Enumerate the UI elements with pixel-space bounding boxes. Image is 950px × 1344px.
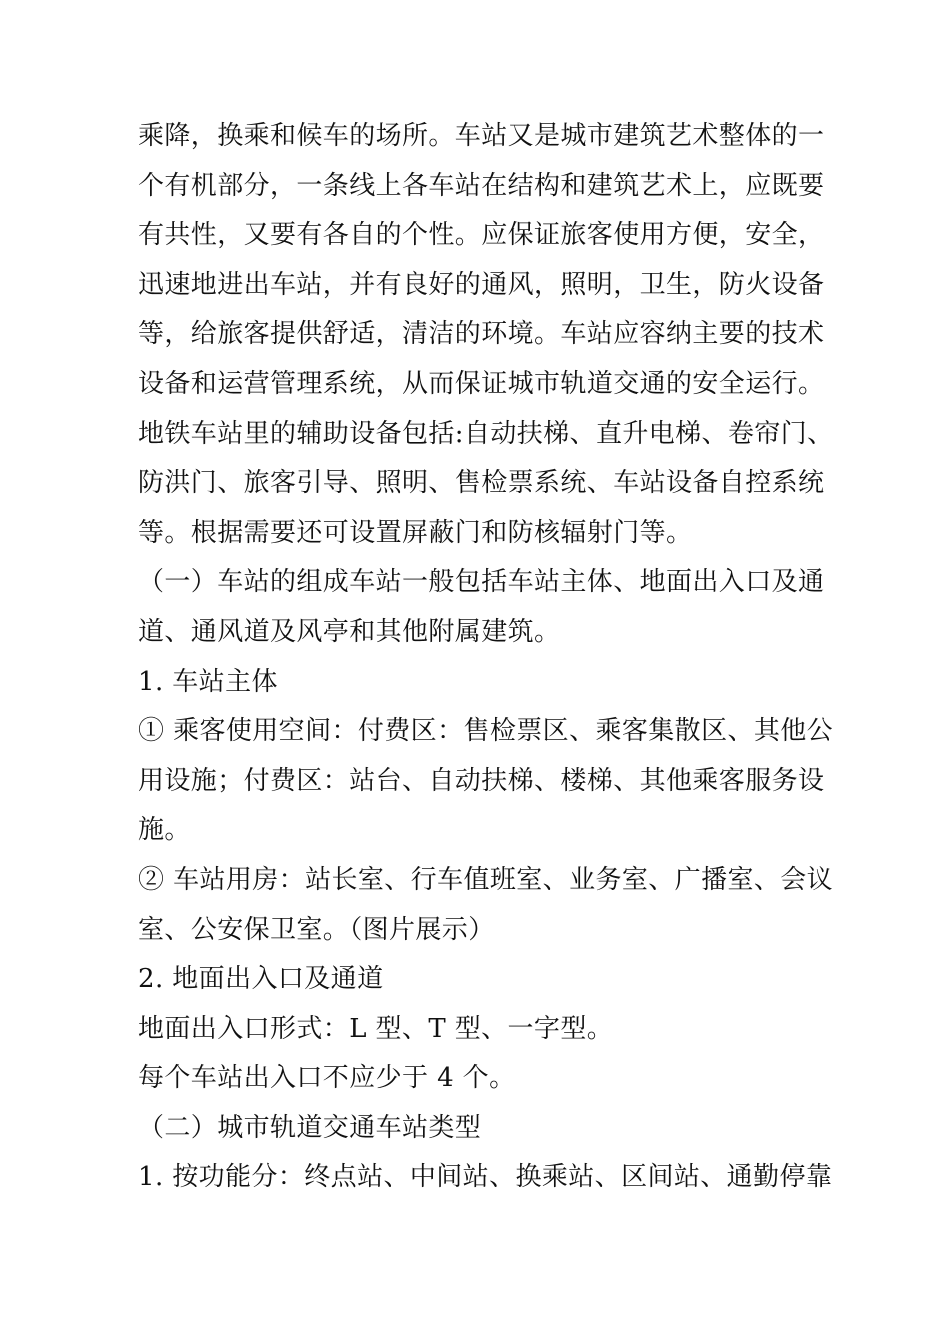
text-line: 每个车站出入口不应少于 4 个。 xyxy=(138,1063,516,1094)
text-line: 有共性，又要有各自的个性。应保证旅客使用方便，安全， xyxy=(138,220,825,251)
numbered-heading: 1. 车站主体 xyxy=(138,666,278,697)
body-text xyxy=(138,112,834,1203)
text-line: 施。 xyxy=(138,815,191,846)
text-line: 防洪门、旅客引导、照明、售检票系统、车站设备自控系统 xyxy=(138,468,825,499)
numbered-heading: 2. 地面出入口及通道 xyxy=(138,964,384,995)
text-line: 用设施；付费区：站台、自动扶梯、楼梯、其他乘客服务设 xyxy=(138,765,825,796)
text-line: 设备和运营管理系统，从而保证城市轨道交通的安全运行。 xyxy=(138,368,825,399)
text-line: 个有机部分，一条线上各车站在结构和建筑艺术上，应既要 xyxy=(138,170,825,201)
text-line: 迅速地进出车站，并有良好的通风，照明，卫生，防火设备 xyxy=(138,269,825,300)
text-line: 等，给旅客提供舒适，清洁的环境。车站应容纳主要的技术 xyxy=(138,319,825,350)
section-heading: （一）车站的组成车站一般包括车站主体、地面出入口及通 xyxy=(138,567,825,598)
text-line: 乘降，换乘和候车的场所。车站又是城市建筑艺术整体的一 xyxy=(138,121,825,151)
text-line: 地面出入口形式：L 型、T 型、一字型。 xyxy=(138,1013,614,1044)
text-line: 道、通风道及风亭和其他附属建筑。 xyxy=(138,616,561,647)
list-item: ① 乘客使用空间：付费区：售检票区、乘客集散区、其他公 xyxy=(138,716,834,747)
numbered-heading: 1. 按功能分：终点站、中间站、换乘站、区间站、通勤停靠 xyxy=(138,1162,833,1193)
text-line: 等。根据需要还可设置屏蔽门和防核辐射门等。 xyxy=(138,517,693,548)
text-line: 地铁车站里的辅助设备包括:自动扶梯、直升电梯、卷帘门、 xyxy=(138,418,834,449)
text-line: 室、公安保卫室。（图片展示） xyxy=(138,914,495,945)
section-heading: （二）城市轨道交通车站类型 xyxy=(138,1112,482,1143)
list-item: ② 车站用房：站长室、行车值班室、业务室、广播室、会议 xyxy=(138,864,834,895)
